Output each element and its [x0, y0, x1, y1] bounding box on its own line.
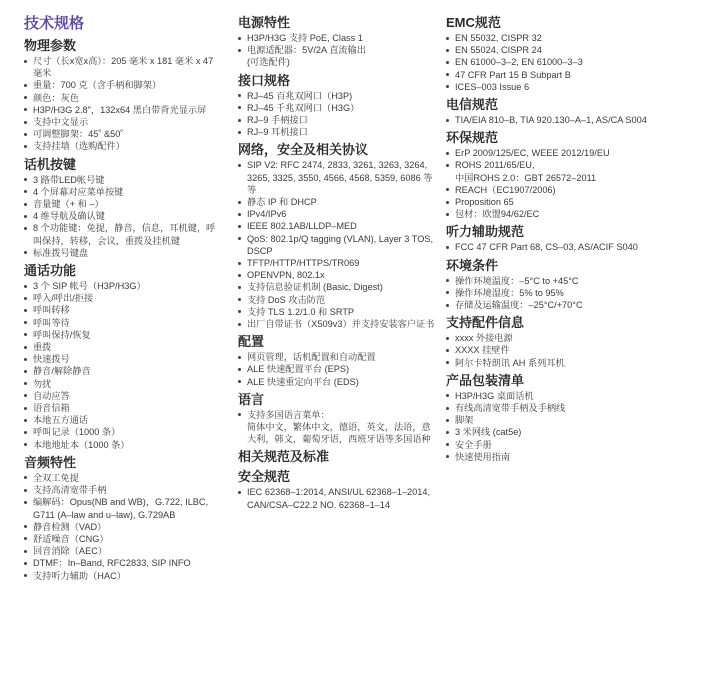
spec-item-text: 安全手册	[455, 439, 492, 450]
spec-item	[446, 439, 716, 451]
spec-item-text: 静态 IP 和 DHCP	[247, 197, 317, 208]
spec-item-text: QoS: 802.1p/Q tagging (VLAN), Layer 3 TOS, DSCP	[247, 233, 434, 256]
spec-item-text: 操作环境湿度：5% to 95%	[455, 287, 564, 298]
spec-item-text: 3 米网线 (cat5e)	[455, 427, 522, 438]
spec-item	[446, 44, 716, 56]
spec-item-text: REACH（EC1907/2006)	[455, 184, 556, 195]
spec-item-text: ALE 快速重定向平台 (EDS)	[247, 376, 359, 387]
spec-item	[238, 294, 438, 306]
spec-item-text: 标准拨号键盘	[33, 247, 89, 258]
spec-item-text: RJ–9 耳机接口	[247, 127, 308, 138]
spec-item	[446, 184, 716, 196]
spec-item-text: FCC 47 CFR Part 68, CS–03, AS/ACIF S040	[455, 242, 638, 253]
spec-list	[24, 280, 220, 451]
spec-item-text: SIP V2: RFC 2474, 2833, 3261, 3263, 3264, 3265, 3325, 3550, 4566, 4568, 5359, 6086 等等	[247, 160, 433, 195]
column-1	[24, 14, 220, 582]
spec-list	[238, 351, 438, 388]
spec-item-text: 尺寸（长x宽x高）：205 毫米 x 181 毫米 x 47 毫米	[33, 56, 214, 79]
spec-item	[446, 81, 716, 93]
spec-item	[238, 233, 438, 257]
spec-item-text: 重拨	[33, 342, 52, 353]
spec-item	[24, 353, 220, 365]
spec-item	[24, 292, 220, 304]
spec-item-text: 3 个 SIP 帐号（H3P/H3G）	[33, 281, 146, 292]
spec-item-text: TFTP/HTTP/HTTPS/TR069	[247, 258, 360, 269]
section-title: 相关规范及标准	[238, 449, 330, 465]
spec-item-text: 静音/解除静音	[33, 366, 91, 377]
spec-item	[238, 102, 438, 114]
spec-item-text: 出厂自带证书（X509v3）并支持安装客户证书	[247, 319, 435, 330]
spec-item	[238, 159, 438, 196]
spec-item	[446, 147, 716, 159]
spec-item-text: xxxx 外接电源	[455, 333, 513, 344]
spec-item	[446, 241, 716, 253]
spec-item-text: 呼叫记录（1000 条）	[33, 427, 121, 438]
spec-list	[24, 174, 220, 259]
spec-item	[446, 275, 716, 287]
spec-item	[24, 304, 220, 316]
spec-item-text: 语音信箱	[33, 403, 70, 414]
section-title: 语言	[238, 391, 265, 407]
spec-item-text: 支持挂墙（选购配件）	[33, 141, 125, 152]
spec-item	[24, 280, 220, 292]
spec-item-text: OPENVPN, 802.1x	[247, 270, 325, 281]
spec-item	[238, 44, 438, 68]
spec-item-text: IEC 62368–1:2014, ANSI/UL 62368–1–2014, CAN/CSA–C22.2 NO. 62368–1–14	[247, 487, 431, 510]
spec-item-text: DTMF：In–Band, RFC2833, SIP INFO	[33, 558, 191, 569]
spec-item	[24, 174, 220, 186]
spec-item	[24, 140, 220, 152]
spec-item-text: ALE 快速配置平台 (EPS)	[247, 364, 350, 375]
spec-item	[24, 116, 220, 128]
spec-item-text: 可调整脚架：45˚ &50˚	[33, 129, 124, 140]
spec-list	[446, 275, 716, 312]
spec-item	[24, 55, 220, 79]
spec-list	[238, 486, 438, 510]
spec-item	[446, 357, 716, 369]
spec-list	[446, 332, 716, 369]
spec-item	[238, 32, 438, 44]
spec-item	[238, 409, 438, 446]
spec-list	[238, 409, 438, 446]
spec-item	[24, 521, 220, 533]
spec-item	[446, 159, 716, 183]
spec-item-text: 本地地址本（1000 条）	[33, 439, 130, 450]
spec-item-text: 存储及运输温度：–25°C/+70°C	[455, 300, 583, 311]
spec-item-text: 包材：欧盟94/62/EC	[455, 209, 540, 220]
spec-item-text: 静音检测（VAD）	[33, 521, 107, 532]
spec-item	[238, 269, 438, 281]
spec-item-text: 呼叫转移	[33, 305, 70, 316]
section-title: 电源特性	[238, 15, 291, 30]
spec-item	[446, 344, 716, 356]
spec-item	[238, 90, 438, 102]
spec-item-text: 网页管理，话机配置和自动配置	[247, 352, 376, 363]
spec-item	[24, 496, 220, 520]
spec-list	[446, 241, 716, 253]
column-3	[446, 14, 716, 463]
spec-item	[446, 287, 716, 299]
spec-item-text: 本地五方通话	[33, 415, 89, 426]
spec-item	[238, 376, 438, 388]
spec-item-text: 重量：700 克（含手柄和脚架）	[33, 80, 162, 91]
spec-item-text: EN 55024, CISPR 24	[455, 45, 542, 56]
spec-item	[24, 426, 220, 438]
spec-item-text: 支持信息验证机制 (Basic, Digest)	[247, 282, 383, 293]
section-title: 听力辅助规范	[446, 224, 525, 240]
spec-item	[238, 486, 438, 510]
spec-item	[24, 317, 220, 329]
spec-item	[446, 69, 716, 81]
spec-item	[446, 114, 716, 126]
spec-item	[446, 426, 716, 438]
spec-item	[24, 247, 220, 259]
section-title: 网络，安全及相关协议	[238, 142, 369, 158]
spec-list	[446, 114, 716, 126]
spec-item-text: 全双工免提	[33, 472, 79, 483]
spec-item-text: IPv4/IPv6	[247, 209, 287, 220]
column-2	[238, 14, 438, 511]
section-title: 电信规范	[446, 97, 499, 113]
spec-item	[24, 484, 220, 496]
spec-item	[238, 363, 438, 375]
section-title: 接口规格	[238, 72, 291, 88]
spec-item-text: 快速使用指南	[455, 451, 511, 462]
spec-item-text: 操作环境温度：–5°C to +45°C	[455, 275, 579, 286]
spec-item	[24, 557, 220, 569]
spec-item-text: 47 CFR Part 15 B Subpart B	[455, 69, 571, 80]
spec-item	[446, 56, 716, 68]
spec-item	[24, 378, 220, 390]
spec-item-text: H3P/H3G 桌面话机	[455, 390, 534, 401]
spec-item-text: 编解码：Opus(NB and WB)，G.722, ILBC, G711 (A–law and u–law), G.729AB	[33, 497, 209, 520]
spec-item-text: 支持多国语言菜单： 简体中文，繁体中文，德语，英文，法语，意大利，韩文，葡萄牙语，西班牙语等多国语种	[247, 409, 431, 445]
spec-item	[446, 196, 716, 208]
spec-item	[238, 196, 438, 208]
spec-item	[238, 318, 438, 330]
spec-item	[24, 198, 220, 210]
section-title: 话机按键	[24, 156, 77, 172]
spec-item-text: Proposition 65	[455, 197, 514, 208]
spec-item-text: 电源适配器：5V/2A 直流输出 (可选配件)	[247, 45, 366, 68]
spec-item-text: 音量键（+ 和 –）	[33, 199, 104, 210]
spec-item-text: RJ–45 千兆双网口（H3G）	[247, 102, 360, 113]
spec-item-text: 4 个屏幕对应菜单按键	[33, 186, 124, 197]
spec-item-text: 4 维导航及确认键	[33, 211, 105, 222]
spec-item-text: TIA/EIA 810–B, TIA 920.130–A–1, AS/CA S004	[455, 115, 647, 126]
spec-item-text: ErP 2009/125/EC, WEEE 2012/19/EU	[455, 148, 610, 159]
spec-item	[24, 390, 220, 402]
spec-item-text: 有线高清宽带手柄及手柄线	[455, 403, 566, 414]
spec-item-text: EN 61000–3–2, EN 61000–3–3	[455, 57, 583, 68]
spec-item	[24, 341, 220, 353]
spec-item	[238, 306, 438, 318]
spec-item-text: 呼叫保持/恢复	[33, 329, 91, 340]
spec-item	[238, 114, 438, 126]
spec-item-text: 支持 DoS 攻击防范	[247, 294, 326, 305]
spec-item-text: 支持中文显示	[33, 117, 89, 128]
spec-item-text: 回音消除（AEC）	[33, 546, 108, 557]
spec-item-text: IEEE 802.1AB/LLDP–MED	[247, 221, 357, 232]
section-title: 配置	[238, 334, 265, 350]
spec-item	[446, 451, 716, 463]
spec-item	[24, 365, 220, 377]
spec-item	[446, 402, 716, 414]
spec-item-text: EN 55032, CISPR 32	[455, 33, 542, 43]
spec-item-text: ICES–003 Issue 6	[455, 81, 530, 92]
spec-item-text: 脚架	[455, 415, 474, 426]
spec-item-text: H3P/H3G 2.8"，132x64 黑白带背光显示屏	[33, 104, 207, 115]
spec-item-text: 阿尔卡特朗讯 AH 系列耳机	[455, 357, 565, 368]
spec-item-text: 呼入/呼出/拒接	[33, 293, 94, 304]
spec-item	[24, 472, 220, 484]
spec-item-text: 支持听力辅助（HAC）	[33, 570, 126, 581]
section-title: 音频特性	[24, 454, 77, 470]
spec-item	[24, 222, 220, 246]
section-title: 物理参数	[24, 38, 77, 53]
spec-item-text: 支持 TLS 1.2/1.0 和 SRTP	[247, 306, 355, 317]
spec-item-text: 呼叫等待	[33, 317, 70, 328]
spec-item	[238, 351, 438, 363]
spec-item-text: 勿扰	[33, 378, 52, 389]
spec-item	[238, 126, 438, 138]
spec-item	[238, 208, 438, 220]
spec-list	[24, 472, 220, 582]
spec-item	[24, 210, 220, 222]
spec-item-text: 3 路带LED帐号键	[33, 174, 105, 185]
spec-list	[446, 147, 716, 220]
spec-item	[238, 220, 438, 232]
spec-item-text: 自动应答	[33, 390, 70, 401]
spec-item-text: 颜色：灰色	[33, 92, 79, 103]
spec-item	[238, 281, 438, 293]
spec-item-text: 舒适噪音（CNG）	[33, 533, 109, 544]
spec-list	[238, 159, 438, 330]
spec-item-text: RJ–9 手柄接口	[247, 115, 308, 126]
spec-item	[238, 257, 438, 269]
spec-item-text: RJ–45 百兆双网口（H3P)	[247, 90, 353, 101]
spec-item	[24, 570, 220, 582]
spec-item	[24, 79, 220, 91]
spec-item	[446, 32, 716, 44]
spec-item-text: 8 个功能键：免提，静音，信息，耳机键，呼叫保持，转移，会议，重拨及挂机键	[33, 223, 216, 246]
section-title: 产品包装清单	[446, 372, 525, 388]
spec-item	[24, 414, 220, 426]
spec-item	[24, 402, 220, 414]
spec-item-text: XXXX 挂壁件	[455, 345, 510, 356]
spec-item-text: 支持高清宽带手柄	[33, 485, 107, 496]
section-title: 通话功能	[24, 263, 77, 279]
spec-item	[24, 439, 220, 451]
spec-list	[238, 32, 438, 69]
section-title: 安全规范	[238, 469, 291, 485]
section-title: 环保规范	[446, 130, 499, 146]
spec-list	[446, 390, 716, 463]
section-title: EMC规范	[446, 15, 501, 30]
spec-item	[24, 128, 220, 140]
spec-item	[446, 414, 716, 426]
spec-list	[238, 90, 438, 139]
spec-item	[446, 390, 716, 402]
spec-item-text: H3P/H3G 支持 PoE, Class 1	[247, 33, 363, 43]
spec-item	[24, 545, 220, 557]
section-title: 支持配件信息	[446, 315, 525, 331]
spec-list	[446, 32, 716, 93]
spec-list	[24, 55, 220, 153]
spec-item-text: 快速拨号	[33, 354, 70, 365]
spec-item	[446, 299, 716, 311]
spec-item	[446, 208, 716, 220]
spec-item	[446, 332, 716, 344]
spec-item	[24, 104, 220, 116]
section-title: 环境条件	[446, 257, 499, 273]
spec-item	[24, 186, 220, 198]
spec-item	[24, 533, 220, 545]
spec-item	[24, 92, 220, 104]
spec-item-text: ROHS 2011/65/EU, 中国ROHS 2.0：GBT 26572–2011	[455, 160, 597, 183]
spec-item	[24, 329, 220, 341]
page-title: 技术规格	[24, 15, 85, 32]
